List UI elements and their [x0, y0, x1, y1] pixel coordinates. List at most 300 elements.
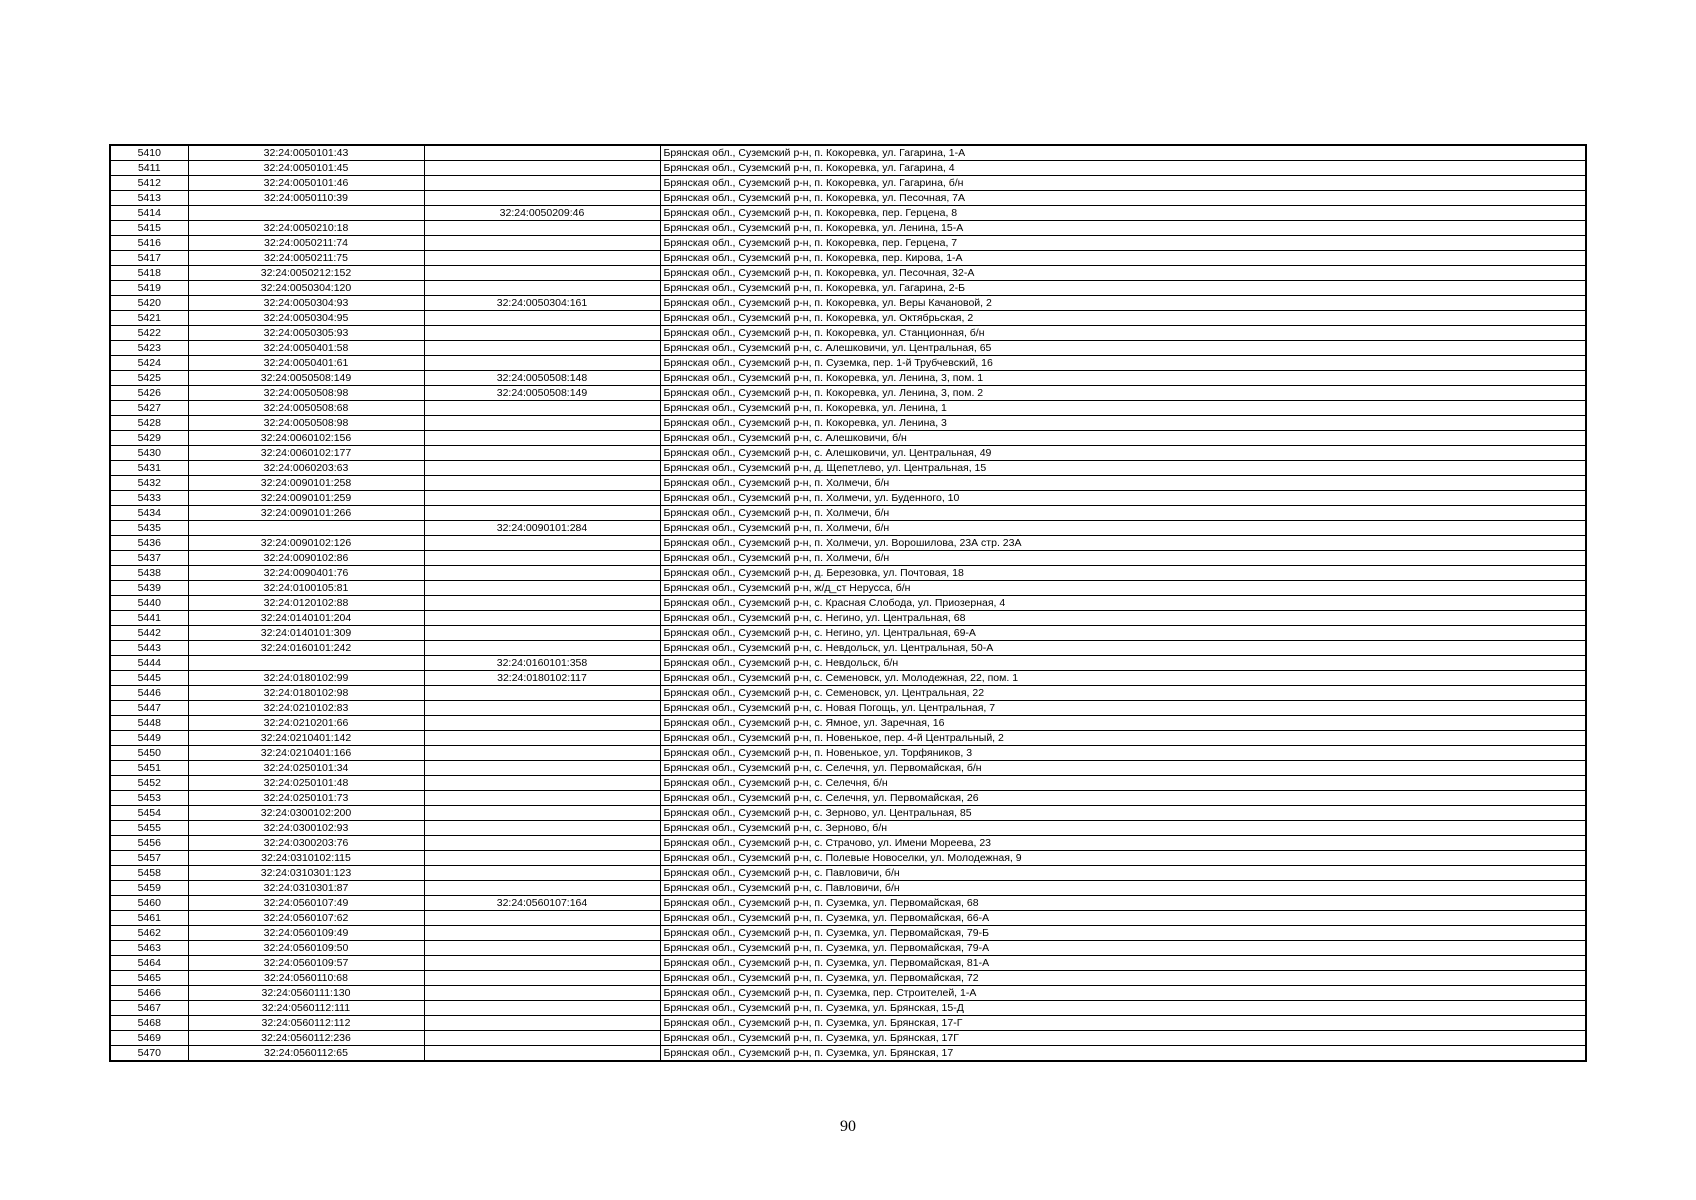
table-row	[110, 881, 1586, 896]
address-cell: Брянская обл., Суземский р-н, с. Полевые Новоселки, ул. Молодежная, 9	[660, 851, 1586, 866]
cadastral-number-cell: 32:24:0050211:75	[188, 251, 424, 266]
address-cell: Брянская обл., Суземский р-н, п. Суземка, ул. Брянская, 17Г	[660, 1031, 1586, 1046]
related-cadastral-number-cell	[424, 191, 660, 206]
row-number-cell: 5459	[110, 881, 188, 896]
cadastral-number-cell: 32:24:0050508:98	[188, 416, 424, 431]
cadastral-number-cell: 32:24:0090102:126	[188, 536, 424, 551]
cadastral-number-cell: 32:24:0560112:111	[188, 1001, 424, 1016]
address-cell: Брянская обл., Суземский р-н, с. Селечня, ул. Первомайская, 26	[660, 791, 1586, 806]
address-cell: Брянская обл., Суземский р-н, с. Красная Слобода, ул. Приозерная, 4	[660, 596, 1586, 611]
table-row	[110, 986, 1586, 1001]
cadastral-number-cell: 32:24:0050210:18	[188, 221, 424, 236]
related-cadastral-number-cell	[424, 596, 660, 611]
table-row	[110, 476, 1586, 491]
related-cadastral-number-cell	[424, 491, 660, 506]
related-cadastral-number-cell	[424, 326, 660, 341]
address-cell: Брянская обл., Суземский р-н, с. Страчово, ул. Имени Мореева, 23	[660, 836, 1586, 851]
cadastral-number-cell: 32:24:0140101:204	[188, 611, 424, 626]
address-cell: Брянская обл., Суземский р-н, с. Алешковичи, б/н	[660, 431, 1586, 446]
related-cadastral-number-cell	[424, 941, 660, 956]
cadastral-number-cell: 32:24:0250101:34	[188, 761, 424, 776]
related-cadastral-number-cell	[424, 581, 660, 596]
row-number-cell: 5418	[110, 266, 188, 281]
row-number-cell: 5440	[110, 596, 188, 611]
row-number-cell: 5454	[110, 806, 188, 821]
table-row	[110, 626, 1586, 641]
related-cadastral-number-cell	[424, 776, 660, 791]
cadastral-number-cell: 32:24:0100105:81	[188, 581, 424, 596]
table-row	[110, 431, 1586, 446]
row-number-cell: 5413	[110, 191, 188, 206]
cadastral-number-cell: 32:24:0560109:57	[188, 956, 424, 971]
address-cell: Брянская обл., Суземский р-н, с. Семеновск, ул. Молодежная, 22, пом. 1	[660, 671, 1586, 686]
address-cell: Брянская обл., Суземский р-н, п. Кокоревка, ул. Гагарина, 2-Б	[660, 281, 1586, 296]
cadastral-number-cell: 32:24:0050101:45	[188, 161, 424, 176]
related-cadastral-number-cell	[424, 161, 660, 176]
row-number-cell: 5455	[110, 821, 188, 836]
table-row	[110, 851, 1586, 866]
row-number-cell: 5457	[110, 851, 188, 866]
property-table	[109, 144, 1587, 1062]
address-cell: Брянская обл., Суземский р-н, п. Кокоревка, пер. Герцена, 7	[660, 236, 1586, 251]
table-row	[110, 566, 1586, 581]
related-cadastral-number-cell: 32:24:0050304:161	[424, 296, 660, 311]
row-number-cell: 5434	[110, 506, 188, 521]
row-number-cell: 5432	[110, 476, 188, 491]
row-number-cell: 5433	[110, 491, 188, 506]
row-number-cell: 5448	[110, 716, 188, 731]
address-cell: Брянская обл., Суземский р-н, с. Алешковичи, ул. Центральная, 65	[660, 341, 1586, 356]
related-cadastral-number-cell: 32:24:0560107:164	[424, 896, 660, 911]
cadastral-number-cell: 32:24:0180102:99	[188, 671, 424, 686]
related-cadastral-number-cell	[424, 626, 660, 641]
address-cell: Брянская обл., Суземский р-н, с. Невдольск, ул. Центральная, 50-А	[660, 641, 1586, 656]
address-cell: Брянская обл., Суземский р-н, п. Холмечи, б/н	[660, 476, 1586, 491]
row-number-cell: 5422	[110, 326, 188, 341]
address-cell: Брянская обл., Суземский р-н, с. Зерново, ул. Центральная, 85	[660, 806, 1586, 821]
table-row	[110, 401, 1586, 416]
related-cadastral-number-cell	[424, 176, 660, 191]
table-row	[110, 836, 1586, 851]
address-cell: Брянская обл., Суземский р-н, п. Суземка, ул. Брянская, 17-Г	[660, 1016, 1586, 1031]
related-cadastral-number-cell: 32:24:0180102:117	[424, 671, 660, 686]
related-cadastral-number-cell	[424, 716, 660, 731]
cadastral-number-cell: 32:24:0300102:93	[188, 821, 424, 836]
table-row	[110, 311, 1586, 326]
related-cadastral-number-cell	[424, 911, 660, 926]
cadastral-number-cell: 32:24:0090101:259	[188, 491, 424, 506]
address-cell: Брянская обл., Суземский р-н, п. Суземка, ул. Первомайская, 72	[660, 971, 1586, 986]
address-cell: Брянская обл., Суземский р-н, с. Алешковичи, ул. Центральная, 49	[660, 446, 1586, 461]
address-cell: Брянская обл., Суземский р-н, п. Кокоревка, ул. Гагарина, б/н	[660, 176, 1586, 191]
address-cell: Брянская обл., Суземский р-н, п. Кокоревка, ул. Ленина, 3, пом. 1	[660, 371, 1586, 386]
related-cadastral-number-cell	[424, 611, 660, 626]
cadastral-number-cell: 32:24:0560107:49	[188, 896, 424, 911]
address-cell: Брянская обл., Суземский р-н, п. Кокоревка, ул. Песочная, 7А	[660, 191, 1586, 206]
cadastral-number-cell: 32:24:0560109:49	[188, 926, 424, 941]
table-row	[110, 446, 1586, 461]
address-cell: Брянская обл., Суземский р-н, п. Суземка, ул. Первомайская, 66-А	[660, 911, 1586, 926]
table-row	[110, 416, 1586, 431]
address-cell: Брянская обл., Суземский р-н, п. Кокоревка, ул. Ленина, 15-А	[660, 221, 1586, 236]
cadastral-number-cell: 32:24:0560109:50	[188, 941, 424, 956]
cadastral-number-cell: 32:24:0300203:76	[188, 836, 424, 851]
table-row	[110, 341, 1586, 356]
address-cell: Брянская обл., Суземский р-н, п. Холмечи, б/н	[660, 551, 1586, 566]
cadastral-number-cell: 32:24:0090401:76	[188, 566, 424, 581]
row-number-cell: 5449	[110, 731, 188, 746]
cadastral-number-cell: 32:24:0210401:142	[188, 731, 424, 746]
address-cell: Брянская обл., Суземский р-н, с. Зерново, б/н	[660, 821, 1586, 836]
address-cell: Брянская обл., Суземский р-н, с. Селечня, ул. Первомайская, б/н	[660, 761, 1586, 776]
address-cell: Брянская обл., Суземский р-н, п. Новенькое, пер. 4-й Центральный, 2	[660, 731, 1586, 746]
address-cell: Брянская обл., Суземский р-н, д. Березовка, ул. Почтовая, 18	[660, 566, 1586, 581]
related-cadastral-number-cell	[424, 476, 660, 491]
cadastral-number-cell: 32:24:0210201:66	[188, 716, 424, 731]
related-cadastral-number-cell	[424, 866, 660, 881]
cadastral-number-cell: 32:24:0050101:43	[188, 145, 424, 161]
address-cell: Брянская обл., Суземский р-н, с. Новая Погощь, ул. Центральная, 7	[660, 701, 1586, 716]
row-number-cell: 5467	[110, 1001, 188, 1016]
table-row	[110, 1016, 1586, 1031]
cadastral-number-cell: 32:24:0090102:86	[188, 551, 424, 566]
table-row	[110, 191, 1586, 206]
cadastral-number-cell: 32:24:0050305:93	[188, 326, 424, 341]
cadastral-number-cell: 32:24:0060102:156	[188, 431, 424, 446]
address-cell: Брянская обл., Суземский р-н, п. Суземка, ул. Первомайская, 68	[660, 896, 1586, 911]
address-cell: Брянская обл., Суземский р-н, п. Суземка, ул. Брянская, 15-Д	[660, 1001, 1586, 1016]
table-row	[110, 1001, 1586, 1016]
related-cadastral-number-cell	[424, 145, 660, 161]
address-cell: Брянская обл., Суземский р-н, п. Холмечи, ул. Буденного, 10	[660, 491, 1586, 506]
address-cell: Брянская обл., Суземский р-н, с. Павловичи, б/н	[660, 866, 1586, 881]
address-cell: Брянская обл., Суземский р-н, п. Суземка, ул. Первомайская, 79-Б	[660, 926, 1586, 941]
cadastral-number-cell: 32:24:0250101:73	[188, 791, 424, 806]
cadastral-number-cell: 32:24:0050304:93	[188, 296, 424, 311]
related-cadastral-number-cell	[424, 1001, 660, 1016]
address-cell: Брянская обл., Суземский р-н, п. Кокоревка, ул. Гагарина, 4	[660, 161, 1586, 176]
row-number-cell: 5424	[110, 356, 188, 371]
row-number-cell: 5447	[110, 701, 188, 716]
cadastral-number-cell: 32:24:0140101:309	[188, 626, 424, 641]
related-cadastral-number-cell	[424, 956, 660, 971]
cadastral-number-cell	[188, 656, 424, 671]
cadastral-number-cell: 32:24:0120102:88	[188, 596, 424, 611]
cadastral-number-cell: 32:24:0050304:120	[188, 281, 424, 296]
table-row	[110, 176, 1586, 191]
table-row	[110, 386, 1586, 401]
address-cell: Брянская обл., Суземский р-н, п. Кокоревка, ул. Ленина, 3, пом. 2	[660, 386, 1586, 401]
cadastral-number-cell: 32:24:0560112:65	[188, 1046, 424, 1062]
address-cell: Брянская обл., Суземский р-н, п. Кокоревка, ул. Станционная, б/н	[660, 326, 1586, 341]
table-row	[110, 356, 1586, 371]
table-row	[110, 686, 1586, 701]
related-cadastral-number-cell: 32:24:0050209:46	[424, 206, 660, 221]
related-cadastral-number-cell	[424, 446, 660, 461]
table-row	[110, 491, 1586, 506]
related-cadastral-number-cell: 32:24:0050508:148	[424, 371, 660, 386]
row-number-cell: 5421	[110, 311, 188, 326]
table-row	[110, 611, 1586, 626]
table-row	[110, 791, 1586, 806]
row-number-cell: 5411	[110, 161, 188, 176]
table-row	[110, 716, 1586, 731]
row-number-cell: 5412	[110, 176, 188, 191]
cadastral-number-cell: 32:24:0210401:166	[188, 746, 424, 761]
address-cell: Брянская обл., Суземский р-н, п. Холмечи, ул. Ворошилова, 23А стр. 23А	[660, 536, 1586, 551]
row-number-cell: 5446	[110, 686, 188, 701]
row-number-cell: 5451	[110, 761, 188, 776]
table-row	[110, 221, 1586, 236]
cadastral-number-cell: 32:24:0090101:266	[188, 506, 424, 521]
related-cadastral-number-cell	[424, 1031, 660, 1046]
related-cadastral-number-cell	[424, 806, 660, 821]
related-cadastral-number-cell	[424, 551, 660, 566]
table-row	[110, 581, 1586, 596]
row-number-cell: 5445	[110, 671, 188, 686]
row-number-cell: 5410	[110, 145, 188, 161]
table-row	[110, 731, 1586, 746]
cadastral-number-cell: 32:24:0050110:39	[188, 191, 424, 206]
related-cadastral-number-cell: 32:24:0160101:358	[424, 656, 660, 671]
table-row	[110, 926, 1586, 941]
row-number-cell: 5458	[110, 866, 188, 881]
cadastral-number-cell: 32:24:0050212:152	[188, 266, 424, 281]
table-row	[110, 506, 1586, 521]
table-row	[110, 206, 1586, 221]
related-cadastral-number-cell	[424, 311, 660, 326]
address-cell: Брянская обл., Суземский р-н, п. Кокоревка, пер. Герцена, 8	[660, 206, 1586, 221]
table-row	[110, 536, 1586, 551]
cadastral-number-cell: 32:24:0050401:61	[188, 356, 424, 371]
related-cadastral-number-cell: 32:24:0090101:284	[424, 521, 660, 536]
cadastral-number-cell: 32:24:0050508:149	[188, 371, 424, 386]
related-cadastral-number-cell	[424, 236, 660, 251]
related-cadastral-number-cell	[424, 431, 660, 446]
related-cadastral-number-cell	[424, 1016, 660, 1031]
table-row	[110, 236, 1586, 251]
table-row	[110, 641, 1586, 656]
table-row	[110, 461, 1586, 476]
table-row	[110, 161, 1586, 176]
cadastral-number-cell: 32:24:0310301:87	[188, 881, 424, 896]
address-cell: Брянская обл., Суземский р-н, д. Щепетлево, ул. Центральная, 15	[660, 461, 1586, 476]
cadastral-number-cell: 32:24:0560107:62	[188, 911, 424, 926]
row-number-cell: 5465	[110, 971, 188, 986]
related-cadastral-number-cell	[424, 251, 660, 266]
cadastral-number-cell: 32:24:0050101:46	[188, 176, 424, 191]
related-cadastral-number-cell	[424, 971, 660, 986]
address-cell: Брянская обл., Суземский р-н, п. Суземка, пер. Строителей, 1-А	[660, 986, 1586, 1001]
row-number-cell: 5437	[110, 551, 188, 566]
related-cadastral-number-cell	[424, 686, 660, 701]
related-cadastral-number-cell	[424, 761, 660, 776]
address-cell: Брянская обл., Суземский р-н, ж/д_ст Нерусса, б/н	[660, 581, 1586, 596]
table-row	[110, 281, 1586, 296]
cadastral-number-cell: 32:24:0250101:48	[188, 776, 424, 791]
address-cell: Брянская обл., Суземский р-н, с. Негино, ул. Центральная, 69-А	[660, 626, 1586, 641]
row-number-cell: 5469	[110, 1031, 188, 1046]
address-cell: Брянская обл., Суземский р-н, с. Негино, ул. Центральная, 68	[660, 611, 1586, 626]
related-cadastral-number-cell	[424, 731, 660, 746]
address-cell: Брянская обл., Суземский р-н, с. Павловичи, б/н	[660, 881, 1586, 896]
row-number-cell: 5462	[110, 926, 188, 941]
address-cell: Брянская обл., Суземский р-н, п. Холмечи, б/н	[660, 521, 1586, 536]
cadastral-number-cell: 32:24:0050401:58	[188, 341, 424, 356]
table-row	[110, 956, 1586, 971]
table-row	[110, 596, 1586, 611]
table-row	[110, 971, 1586, 986]
cadastral-number-cell: 32:24:0060203:63	[188, 461, 424, 476]
cadastral-number-cell	[188, 521, 424, 536]
address-cell: Брянская обл., Суземский р-н, с. Невдольск, б/н	[660, 656, 1586, 671]
row-number-cell: 5438	[110, 566, 188, 581]
related-cadastral-number-cell	[424, 506, 660, 521]
address-cell: Брянская обл., Суземский р-н, п. Кокоревка, ул. Ленина, 3	[660, 416, 1586, 431]
table-row	[110, 941, 1586, 956]
address-cell: Брянская обл., Суземский р-н, п. Суземка, ул. Первомайская, 81-А	[660, 956, 1586, 971]
related-cadastral-number-cell	[424, 536, 660, 551]
row-number-cell: 5416	[110, 236, 188, 251]
row-number-cell: 5423	[110, 341, 188, 356]
cadastral-number-cell: 32:24:0300102:200	[188, 806, 424, 821]
cadastral-number-cell: 32:24:0060102:177	[188, 446, 424, 461]
address-cell: Брянская обл., Суземский р-н, п. Кокоревка, ул. Октябрьская, 2	[660, 311, 1586, 326]
cadastral-number-cell: 32:24:0560110:68	[188, 971, 424, 986]
row-number-cell: 5443	[110, 641, 188, 656]
row-number-cell: 5444	[110, 656, 188, 671]
table-row	[110, 1031, 1586, 1046]
related-cadastral-number-cell	[424, 851, 660, 866]
row-number-cell: 5420	[110, 296, 188, 311]
row-number-cell: 5468	[110, 1016, 188, 1031]
related-cadastral-number-cell	[424, 746, 660, 761]
related-cadastral-number-cell	[424, 566, 660, 581]
row-number-cell: 5463	[110, 941, 188, 956]
related-cadastral-number-cell	[424, 341, 660, 356]
property-table-body	[110, 145, 1586, 1061]
row-number-cell: 5436	[110, 536, 188, 551]
cadastral-number-cell: 32:24:0050211:74	[188, 236, 424, 251]
row-number-cell: 5414	[110, 206, 188, 221]
table-row	[110, 866, 1586, 881]
table-row	[110, 551, 1586, 566]
address-cell: Брянская обл., Суземский р-н, п. Кокоревка, ул. Гагарина, 1-А	[660, 145, 1586, 161]
related-cadastral-number-cell	[424, 926, 660, 941]
address-cell: Брянская обл., Суземский р-н, с. Ямное, ул. Заречная, 16	[660, 716, 1586, 731]
related-cadastral-number-cell	[424, 356, 660, 371]
address-cell: Брянская обл., Суземский р-н, п. Суземка, пер. 1-й Трубчевский, 16	[660, 356, 1586, 371]
row-number-cell: 5419	[110, 281, 188, 296]
address-cell: Брянская обл., Суземский р-н, п. Кокоревка, ул. Песочная, 32-А	[660, 266, 1586, 281]
row-number-cell: 5460	[110, 896, 188, 911]
table-row	[110, 746, 1586, 761]
cadastral-number-cell: 32:24:0560112:236	[188, 1031, 424, 1046]
address-cell: Брянская обл., Суземский р-н, п. Холмечи, б/н	[660, 506, 1586, 521]
row-number-cell: 5452	[110, 776, 188, 791]
cadastral-number-cell: 32:24:0310301:123	[188, 866, 424, 881]
address-cell: Брянская обл., Суземский р-н, п. Суземка, ул. Брянская, 17	[660, 1046, 1586, 1062]
table-row	[110, 911, 1586, 926]
cadastral-number-cell: 32:24:0050508:68	[188, 401, 424, 416]
row-number-cell: 5427	[110, 401, 188, 416]
cadastral-number-cell: 32:24:0050508:98	[188, 386, 424, 401]
related-cadastral-number-cell	[424, 221, 660, 236]
row-number-cell: 5429	[110, 431, 188, 446]
related-cadastral-number-cell	[424, 641, 660, 656]
table-row	[110, 1046, 1586, 1062]
row-number-cell: 5450	[110, 746, 188, 761]
row-number-cell: 5425	[110, 371, 188, 386]
address-cell: Брянская обл., Суземский р-н, п. Суземка, ул. Первомайская, 79-А	[660, 941, 1586, 956]
page-number: 90	[840, 1118, 856, 1135]
table-row	[110, 761, 1586, 776]
related-cadastral-number-cell	[424, 266, 660, 281]
cadastral-number-cell: 32:24:0050304:95	[188, 311, 424, 326]
row-number-cell: 5442	[110, 626, 188, 641]
cadastral-number-cell: 32:24:0210102:83	[188, 701, 424, 716]
related-cadastral-number-cell	[424, 791, 660, 806]
table-row	[110, 896, 1586, 911]
related-cadastral-number-cell	[424, 701, 660, 716]
cadastral-number-cell: 32:24:0560111:130	[188, 986, 424, 1001]
related-cadastral-number-cell	[424, 461, 660, 476]
cadastral-number-cell: 32:24:0160101:242	[188, 641, 424, 656]
table-row	[110, 326, 1586, 341]
row-number-cell: 5426	[110, 386, 188, 401]
cadastral-number-cell: 32:24:0090101:258	[188, 476, 424, 491]
related-cadastral-number-cell	[424, 836, 660, 851]
address-cell: Брянская обл., Суземский р-н, п. Кокоревка, ул. Ленина, 1	[660, 401, 1586, 416]
related-cadastral-number-cell	[424, 1046, 660, 1062]
row-number-cell: 5435	[110, 521, 188, 536]
row-number-cell: 5470	[110, 1046, 188, 1062]
table-row	[110, 521, 1586, 536]
row-number-cell: 5428	[110, 416, 188, 431]
table-row	[110, 701, 1586, 716]
table-row	[110, 776, 1586, 791]
row-number-cell: 5453	[110, 791, 188, 806]
row-number-cell: 5431	[110, 461, 188, 476]
table-row	[110, 145, 1586, 161]
address-cell: Брянская обл., Суземский р-н, с. Семеновск, ул. Центральная, 22	[660, 686, 1586, 701]
row-number-cell: 5464	[110, 956, 188, 971]
cadastral-number-cell: 32:24:0310102:115	[188, 851, 424, 866]
row-number-cell: 5417	[110, 251, 188, 266]
table-row	[110, 656, 1586, 671]
row-number-cell: 5461	[110, 911, 188, 926]
related-cadastral-number-cell	[424, 821, 660, 836]
row-number-cell: 5439	[110, 581, 188, 596]
address-cell: Брянская обл., Суземский р-н, п. Новенькое, ул. Торфяников, 3	[660, 746, 1586, 761]
related-cadastral-number-cell	[424, 881, 660, 896]
table-row	[110, 251, 1586, 266]
row-number-cell: 5430	[110, 446, 188, 461]
related-cadastral-number-cell: 32:24:0050508:149	[424, 386, 660, 401]
related-cadastral-number-cell	[424, 416, 660, 431]
table-row	[110, 371, 1586, 386]
cadastral-number-cell	[188, 206, 424, 221]
related-cadastral-number-cell	[424, 401, 660, 416]
table-row	[110, 296, 1586, 311]
address-cell: Брянская обл., Суземский р-н, с. Селечня, б/н	[660, 776, 1586, 791]
row-number-cell: 5441	[110, 611, 188, 626]
row-number-cell: 5415	[110, 221, 188, 236]
cadastral-number-cell: 32:24:0560112:112	[188, 1016, 424, 1031]
row-number-cell: 5466	[110, 986, 188, 1001]
table-row	[110, 671, 1586, 686]
row-number-cell: 5456	[110, 836, 188, 851]
